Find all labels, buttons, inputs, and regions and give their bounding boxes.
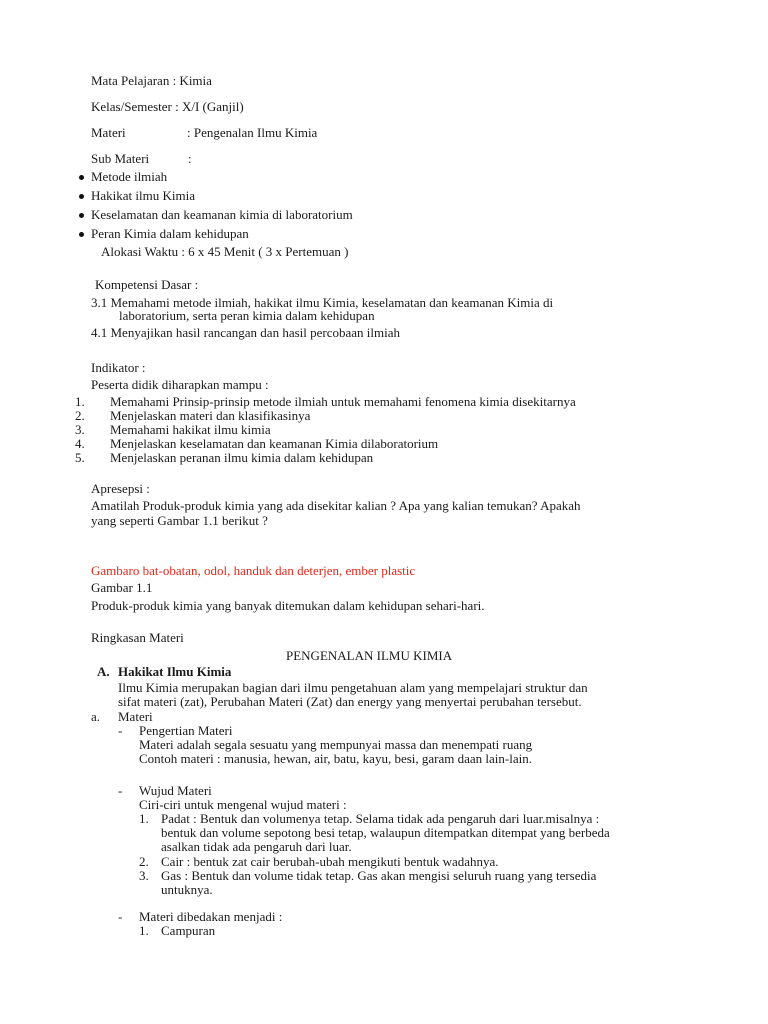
indikator-num: 1. — [75, 394, 85, 409]
apresepsi-line2: yang seperti Gambar 1.1 berikut ? — [91, 513, 268, 528]
dash-marker: - — [118, 723, 123, 738]
dash-marker: - — [118, 909, 123, 924]
wujud-title: Wujud Materi — [139, 783, 212, 798]
apresepsi-line1: Amatilah Produk-produk kimia yang ada disekitar kalian ? Apa yang kalian temukan? Apakah — [91, 498, 581, 513]
materi-value: : Pengenalan Ilmu Kimia — [187, 125, 318, 140]
bullet-icon — [79, 232, 84, 237]
wujud-num: 2. — [139, 854, 149, 869]
section-heading: PENGENALAN ILMU KIMIA — [286, 648, 453, 663]
wujud-item-line: bentuk dan volume sepotong besi tetap, walaupun ditempatkan ditempat yang berbeda — [161, 825, 610, 840]
indikator-num: 4. — [75, 436, 85, 451]
gambar-label: Gambar 1.1 — [91, 580, 153, 595]
indikator-intro: Peserta didik diharapkan mampu : — [91, 377, 269, 392]
dibedakan-title: Materi dibedakan menjadi : — [139, 909, 283, 924]
bullet-icon — [79, 213, 84, 218]
kompetensi-title: Kompetensi Dasar : — [95, 277, 199, 292]
alokasi-waktu: Alokasi Waktu : 6 x 45 Menit ( 3 x Pertemuan ) — [101, 244, 349, 259]
wujud-item-line: Padat : Bentuk dan volumenya tetap. Selama tidak ada pengaruh dari luar.misalnya : — [161, 811, 600, 826]
apresepsi-title: Apresepsi : — [91, 481, 150, 496]
campuran-num: 1. — [139, 923, 149, 938]
materi-label: Materi — [91, 125, 126, 140]
indikator-num: 2. — [75, 408, 85, 423]
wujud-num: 1. — [139, 811, 149, 826]
wujud-item-line: untuknya. — [161, 882, 213, 897]
section-a-title: Hakikat Ilmu Kimia — [118, 664, 232, 679]
indikator-item: Menjelaskan peranan ilmu kimia dalam kehidupan — [110, 450, 374, 465]
indikator-item: Menjelaskan keselamatan dan keamanan Kimia dilaboratorium — [110, 436, 439, 451]
section-a-line2: sifat materi (zat), Perubahan Materi (Zat) dan energy yang menyertai perubahan tersebut. — [118, 694, 582, 709]
bullet-icon — [79, 175, 84, 180]
gambar-caption: Produk-produk kimia yang banyak ditemukan dalam kehidupan sehari-hari. — [91, 598, 485, 613]
kd-3-1-line1: 3.1 Memahami metode ilmiah, hakikat ilmu Kimia, keselamatan dan keamanan Kimia di — [91, 295, 554, 310]
section-a-line1: Ilmu Kimia merupakan bagian dari ilmu pengetahuan alam yang mempelajari struktur dan — [118, 680, 588, 695]
indikator-num: 3. — [75, 422, 85, 437]
campuran-item: Campuran — [161, 923, 216, 938]
indikator-item: Memahami Prinsip-prinsip metode ilmiah untuk memahami fenomena kimia disekitarnya — [110, 394, 576, 409]
kd-3-1-line2: laboratorium, serta peran kimia dalam kehidupan — [119, 308, 375, 323]
sub-a-letter: a. — [91, 709, 101, 724]
ringkasan-title: Ringkasan Materi — [91, 630, 184, 645]
sub-materi-label: Sub Materi — [91, 151, 150, 166]
sub-materi-item: Metode ilmiah — [91, 169, 168, 184]
sub-materi-item: Peran Kimia dalam kehidupan — [91, 226, 249, 241]
sub-materi-item: Keselamatan dan keamanan kimia di laboratorium — [91, 207, 353, 222]
gambar-placeholder: Gambaro bat-obatan, odol, handuk dan deterjen, ember plastic — [91, 563, 416, 578]
indikator-title: Indikator : — [91, 360, 146, 375]
bullet-icon — [79, 194, 84, 199]
mata-pelajaran: Mata Pelajaran : Kimia — [91, 73, 212, 88]
sub-materi-colon: : — [188, 151, 192, 166]
kd-4-1: 4.1 Menyajikan hasil rancangan dan hasil percobaan ilmiah — [91, 325, 401, 340]
pengertian-line2: Contoh materi : manusia, hewan, air, batu, kayu, besi, garam daan lain-lain. — [139, 751, 532, 766]
wujud-item-line: Gas : Bentuk dan volume tidak tetap. Gas akan mengisi seluruh ruang yang tersedia — [161, 868, 597, 883]
wujud-item-line: asalkan tidak ada pengaruh dari luar. — [161, 839, 352, 854]
indikator-item: Memahami hakikat ilmu kimia — [110, 422, 271, 437]
dash-marker: - — [118, 783, 123, 798]
indikator-item: Menjelaskan materi dan klasifikasinya — [110, 408, 311, 423]
sub-a-title: Materi — [118, 709, 153, 724]
wujud-item-line: Cair : bentuk zat cair berubah-ubah mengikuti bentuk wadahnya. — [161, 854, 499, 869]
pengertian-title: Pengertian Materi — [139, 723, 233, 738]
wujud-intro: Ciri-ciri untuk mengenal wujud materi : — [139, 797, 347, 812]
sub-materi-item: Hakikat ilmu Kimia — [91, 188, 195, 203]
wujud-num: 3. — [139, 868, 149, 883]
section-a-letter: A. — [97, 664, 110, 679]
pengertian-line1: Materi adalah segala sesuatu yang mempunyai massa dan menempati ruang — [139, 737, 533, 752]
kelas-semester: Kelas/Semester : X/I (Ganjil) — [91, 99, 244, 114]
indikator-num: 5. — [75, 450, 85, 465]
